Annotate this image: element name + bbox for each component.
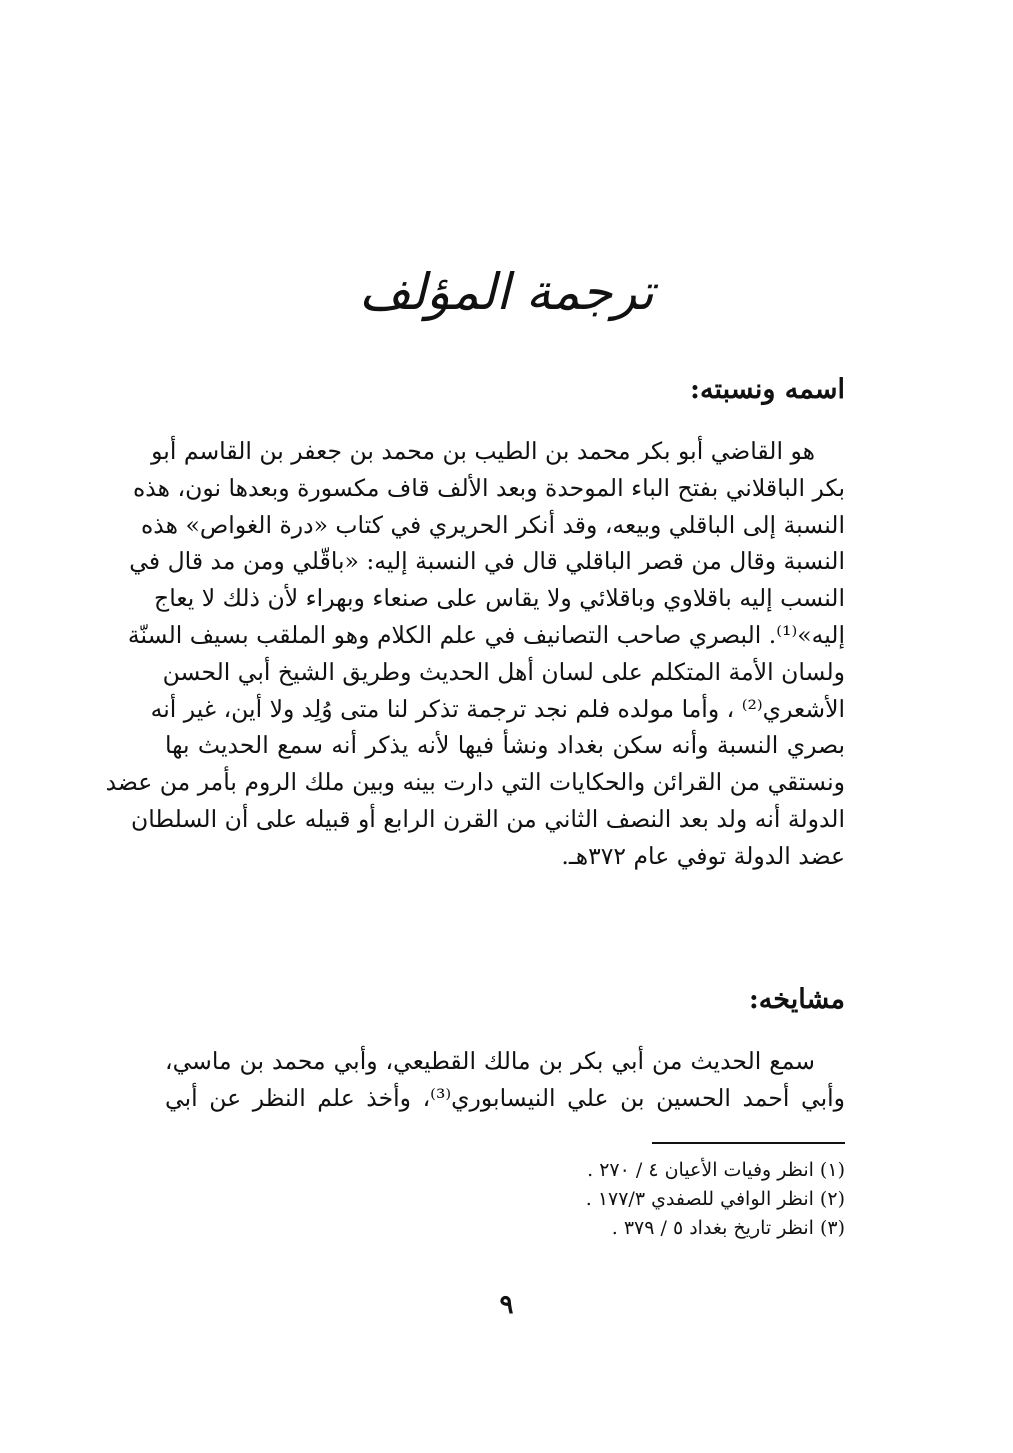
section-paragraph-name-lineage (105, 433, 845, 875)
text-line: وأبي أحمد الحسين بن علي النيسابوري⁽³⁾، وأخذ علم النظر عن أبي (165, 1083, 845, 1112)
text-line: النسبة إلى الباقلي وبيعه، وقد أنكر الحريري في كتاب «درة الغواص» هذه (141, 510, 845, 539)
text-line: ولسان الأمة المتكلم على لسان أهل الحديث وطريق الشيخ أبي الحسن (162, 657, 845, 686)
text-line: هو القاضي أبو بكر محمد بن الطيب بن محمد بن جعفر بن القاسم أبو (151, 437, 815, 465)
footnote-1: (١) انظر وفيات الأعيان ٤ / ٢٧٠ . (587, 1159, 845, 1181)
footnotes (165, 1156, 845, 1243)
section-paragraph-teachers (165, 1043, 845, 1117)
footnote-divider (652, 1142, 845, 1144)
footnote-3: (٣) انظر تاريخ بغداد ٥ / ٣٧٩ . (611, 1217, 845, 1239)
text-line: الأشعري⁽²⁾ ، وأما مولده فلم نجد ترجمة تذكر لنا متى وُلِد ولا أين، غير أنه (150, 694, 845, 723)
section-heading-teachers: مشايخه: (748, 984, 845, 1015)
text-line: النسب إليه باقلاوي وباقلائي ولا يقاس على صنعاء وبهراء لأن ذلك لا يعاج (154, 584, 845, 613)
section-heading-name-lineage: اسمه ونسبته: (690, 374, 845, 405)
text-line: الدولة أنه ولد بعد النصف الثاني من القرن الرابع أو قبيله على أن السلطان (130, 804, 845, 833)
text-line: النسبة وقال من قصر الباقلي قال في النسبة إليه: «باقّلي ومن مد قال في (129, 547, 845, 576)
text-line: عضد الدولة توفي عام ٣٧٢هـ. (561, 841, 845, 870)
text-line: بكر الباقلاني بفتح الباء الموحدة وبعد الألف قاف مكسورة وبعدها نون، هذه (133, 473, 845, 502)
text-line: بصري النسبة وأنه سكن بغداد ونشأ فيها لأنه يذكر أنه سمع الحديث بها (165, 731, 845, 760)
text-line: إليه»⁽¹⁾. البصري صاحب التصانيف في علم الكلام وهو الملقب بسيف السنّة (127, 620, 845, 649)
text-line: ونستقي من القرائن والحكايات التي دارت بينه وبين ملك الروم بأمر من عضد (105, 768, 845, 797)
page-title: ترجمة المؤلف (359, 263, 654, 321)
text-line: سمع الحديث من أبي بكر بن مالك القطيعي، وأبي محمد بن ماسي، (165, 1047, 815, 1075)
footnote-2: (٢) انظر الوافي للصفدي ١٧٧/٣ . (585, 1188, 845, 1210)
page-number: ٩ (499, 1290, 514, 1320)
